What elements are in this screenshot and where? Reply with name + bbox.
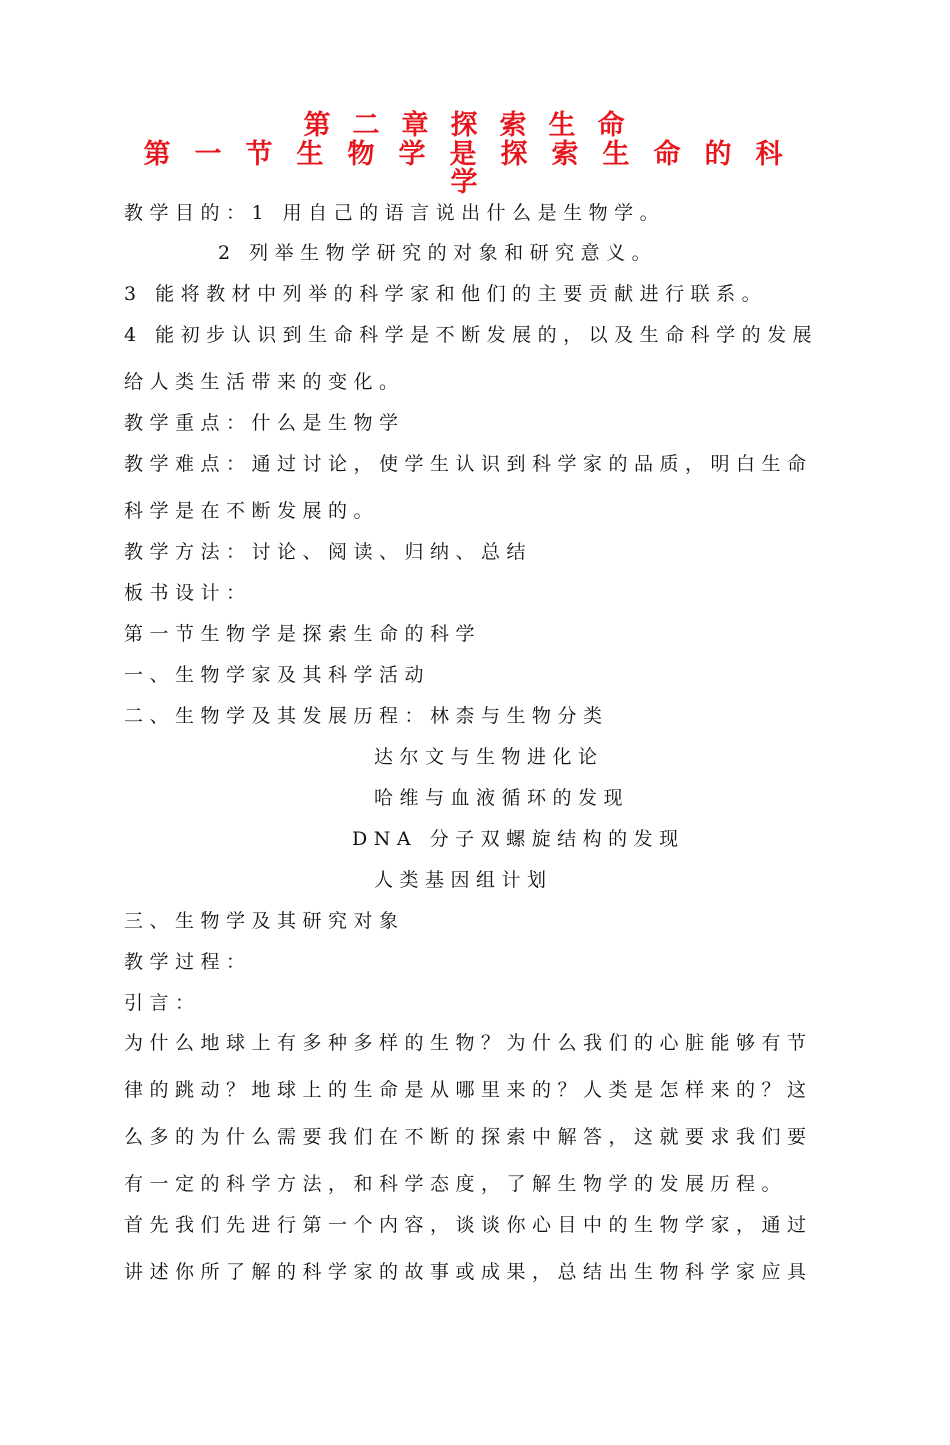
difficulty-continued: 科学是在不断发展的。 bbox=[124, 500, 380, 522]
board-item-2b: 达尔文与生物进化论 bbox=[374, 746, 604, 768]
board-title: 第一节生物学是探索生命的科学 bbox=[124, 623, 482, 645]
intro-label: 引言： bbox=[124, 992, 201, 1014]
section-title-continued: 学 bbox=[450, 167, 500, 198]
teaching-goal-2: 2 列举生物学研究的对象和研究意义。 bbox=[218, 242, 658, 264]
teaching-goal-4: 4 能初步认识到生命科学是不断发展的，以及生命科学的发展 bbox=[124, 324, 819, 346]
board-item-1: 一、生物学家及其科学活动 bbox=[124, 664, 431, 686]
paragraph-2-line-1: 首先我们先进行第一个内容，谈谈你心目中的生物学家，通过 bbox=[124, 1214, 813, 1236]
board-item-2d: DNA 分子双螺旋结构的发现 bbox=[352, 828, 685, 850]
paragraph-1-line-4: 有一定的科学方法，和科学态度，了解生物学的发展历程。 bbox=[124, 1173, 788, 1195]
board-item-2: 二、生物学及其发展历程：林柰与生物分类 bbox=[124, 705, 609, 727]
difficulty: 教学难点：通过讨论，使学生认识到科学家的品质，明白生命 bbox=[124, 453, 813, 475]
teaching-goal-3: 3 能将教材中列举的科学家和他们的主要贡献进行联系。 bbox=[124, 283, 768, 305]
teaching-goal-4-continued: 给人类生活带来的变化。 bbox=[124, 371, 405, 393]
process-label: 教学过程： bbox=[124, 951, 252, 973]
board-item-2e: 人类基因组计划 bbox=[374, 869, 553, 891]
board-item-2c: 哈维与血液循环的发现 bbox=[374, 787, 630, 809]
board-design-label: 板书设计： bbox=[124, 582, 252, 604]
section-title: 第一节生物学是探索生命的科 bbox=[143, 139, 807, 170]
paragraph-1-line-3: 么多的为什么需要我们在不断的探索中解答，这就要求我们要 bbox=[124, 1126, 813, 1148]
paragraph-1-line-1: 为什么地球上有多种多样的生物？为什么我们的心脏能够有节 bbox=[124, 1032, 813, 1054]
teaching-method: 教学方法：讨论、阅读、归纳、总结 bbox=[124, 541, 533, 563]
paragraph-1-line-2: 律的跳动？地球上的生命是从哪里来的？人类是怎样来的？这 bbox=[124, 1079, 813, 1101]
key-point: 教学重点：什么是生物学 bbox=[124, 412, 405, 434]
paragraph-2-line-2: 讲述你所了解的科学家的故事或成果，总结出生物科学家应具 bbox=[124, 1261, 813, 1283]
teaching-goal-1: 教学目的：1 用自己的语言说出什么是生物学。 bbox=[124, 202, 666, 224]
chapter-title: 第二章探索生命 bbox=[303, 110, 647, 141]
board-item-3: 三、生物学及其研究对象 bbox=[124, 910, 405, 932]
